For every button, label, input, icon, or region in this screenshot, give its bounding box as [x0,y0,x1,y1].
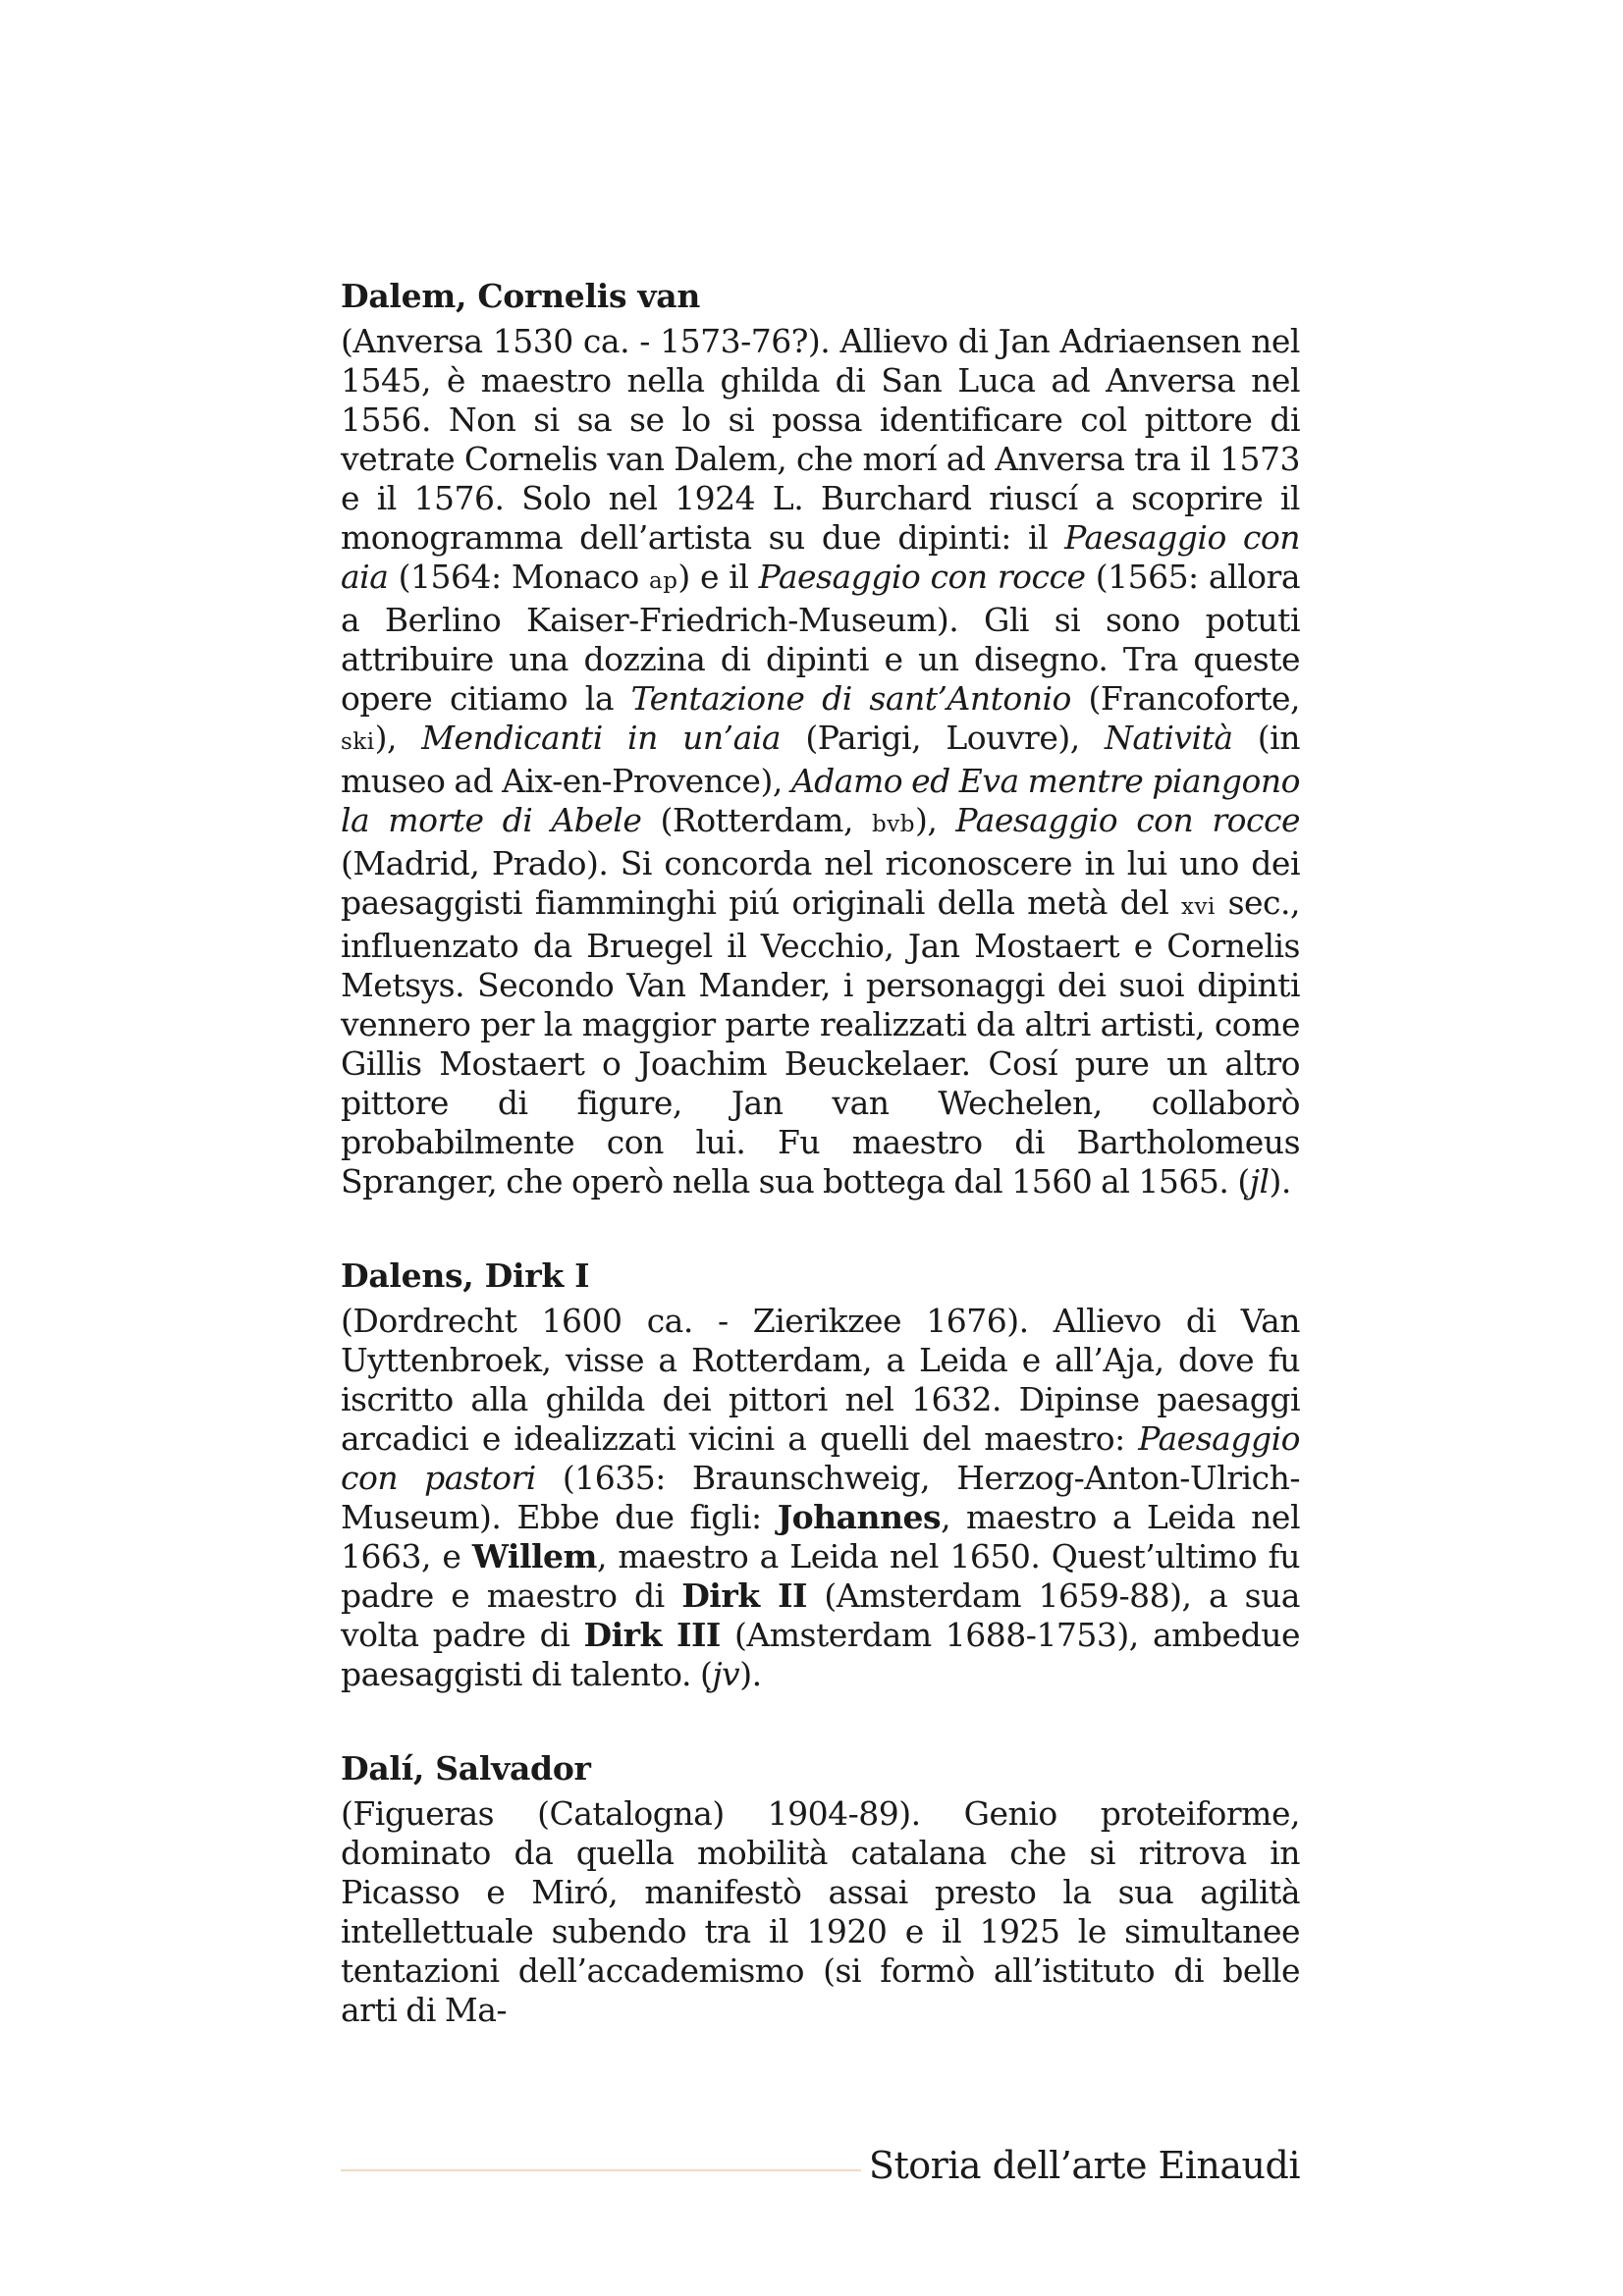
text-run: Johannes [777,1498,942,1536]
text-run: Paesaggio con pastori [341,1419,1300,1497]
text-run: Paesaggio con rocce [955,801,1300,839]
text-run: (Anversa 1530 ca. - 1573-76?). Allievo di Jan Adriaensen nel 1545, è maestro nella ghilda di San Luca ad Anversa nel 1556. Non si sa se lo si possa identificare col pittore di vetrate Cornelis van Dalem, che morí ad Anversa tra il 1573 e il 1576. Solo nel 1924 L. Burchard riuscí a scoprire il monogramma dell’artista su due dipinti: il [341,322,1300,557]
text-run: (Amsterdam 1659-88), a sua volta padre di [341,1576,1300,1654]
text-run: ). [1269,1162,1291,1201]
footer-title: Storia dell’arte Einaudi [868,2144,1300,2187]
content-column [341,271,1300,2079]
text-run: (Francoforte, [1070,679,1301,718]
entry-paragraph [341,1794,1300,2030]
entry-dalens [341,1251,1300,1694]
text-run: xvi [1181,894,1216,920]
text-run: Mendicanti in un’aia [421,719,782,757]
text-run: (Rotterdam, [641,801,873,839]
text-run: ), [914,801,956,839]
text-run: sec., influenzato da Bruegel il Vecchio, Jan Mostaert e Cornelis Metsys. Secondo Van Mander, i personaggi dei suoi dipinti vennero per la maggior parte realizzati da altri artisti, come Gillis Mostaert o Joachim Beuckelaer. Cosí pure un altro pittore di figure, Jan van Wechelen, collaborò probabilmente con lui. Fu maestro di Bartholomeus Spranger, che operò nella sua bottega dal 1560 al 1565. ( [341,883,1301,1201]
text-run: ), [374,719,422,757]
text-run: (Madrid, Prado). Si concorda nel riconoscere in lui uno dei paesaggisti fiamminghi piú originali della metà del [341,844,1300,922]
entry-paragraph [341,322,1300,1201]
text-run: Paesaggio con rocce [758,558,1086,596]
text-run: (in museo ad Aix-en-Provence), [341,719,1300,800]
text-run: Natività [1105,719,1233,757]
text-run: (1565: allora a Berlino Kaiser-Friedrich-Museum). Gli si sono potuti attribuire una dozzina di dipinti e un disegno. Tra queste opere citiamo la [341,558,1300,718]
text-run: (Parigi, Louvre), [781,719,1106,757]
text-run: (Amsterdam 1688-1753), ambedue paesaggisti di talento. ( [341,1616,1300,1693]
entry-title: Dalens, Dirk I [341,1256,590,1295]
footer-rule [341,2169,861,2171]
text-run: , maestro a Leida nel 1650. Quest’ultimo fu padre e maestro di [341,1537,1300,1615]
text-run: ). [739,1655,762,1693]
text-run: bvb [872,812,915,837]
entry-dalem [341,271,1300,1201]
text-run: Adamo ed Eva mentre piangono la morte di Abele [341,762,1300,839]
entry-body [341,1794,1300,2030]
entry-body [341,322,1300,1201]
text-run: (Figueras (Catalogna) 1904-89). Genio proteiforme, dominato da quella mobilità catalana che si ritrova in Picasso e Miró, manifestò assai presto la sua agilità intellettuale subendo tra il 1920 e il 1925 le simultanee tentazioni dell’accademismo (si formò all’istituto di belle arti di Ma- [341,1794,1300,2029]
entry-title: Dalí, Salvador [341,1749,591,1788]
text-run: Paesaggio con aia [341,518,1300,596]
text-run: ) e il [677,558,759,596]
text-run: ap [648,568,678,594]
page-footer [341,2140,1300,2199]
text-run: , maestro a Leida nel 1663, e [341,1498,1300,1575]
text-run: jv [712,1655,740,1693]
text-run: jl [1249,1162,1270,1201]
text-run: Dirk II [681,1576,807,1615]
text-run: (1564: Monaco [388,558,649,596]
text-run: (Dordrecht 1600 ca. - Zierikzee 1676). Allievo di Van Uyttenbroek, visse a Rotterdam, a Leida e all’Aja, dove fu iscritto alla ghilda dei pittori nel 1632. Dipinse paesaggi arcadici e idealizzati vicini a quelli del maestro: [341,1302,1300,1458]
text-run: ski [341,729,375,755]
entry-paragraph [341,1302,1300,1694]
text-run: Tentazione di sant’Antonio [630,679,1071,718]
text-run: Dirk III [583,1616,721,1654]
entry-title: Dalem, Cornelis van [341,277,701,315]
entry-body [341,1302,1300,1694]
entry-dali [341,1743,1300,2030]
text-run: (1635: Braunschweig, Herzog-Anton-Ulrich-Museum). Ebbe due figli: [341,1459,1300,1536]
text-run: Willem [471,1537,597,1575]
